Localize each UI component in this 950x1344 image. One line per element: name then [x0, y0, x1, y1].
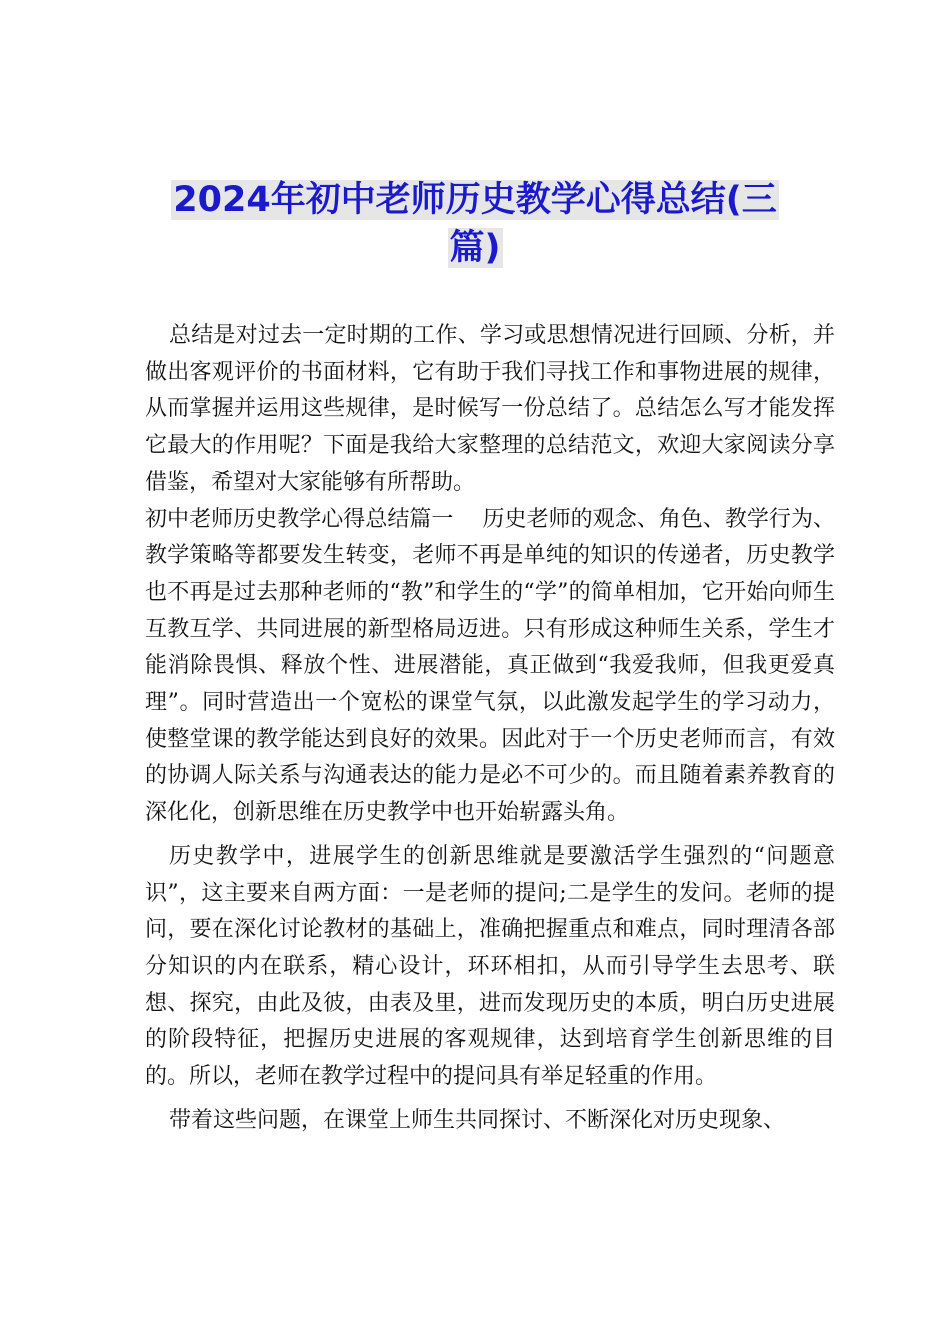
title-line-2: 篇) [449, 228, 501, 268]
document-title [130, 176, 820, 272]
document-body [145, 318, 835, 1139]
body-paragraph: 带着这些问题，在课堂上师生共同探讨、不断深化对历史现象、 [169, 1107, 786, 1133]
section-one-paragraph: 初中老师历史教学心得总结篇一 历史老师的观念、角色、教学行为、教学策略等都要发生转变，老师不再是单纯的知识的传递者，历史教学也不再是过去那种老师的“教”和学生的“学”的简单相加，它开始向师生互教互学、共同进展的新型格局迈进。只有形成这种师生关系，学生才能消除畏惧、释放个性、进展潜能，真正做到“我爱我师，但我更爱真理”。同时营造出一个宽松的课堂气氛，以此激发起学生的学习动力，使整堂课的教学能达到良好的效果。因此对于一个历史老师而言，有效的协调人际关系与沟通表达的能力是必不可少的。而且随着素养教育的深化化，创新思维在历史教学中也开始崭露头角。 [145, 506, 835, 826]
intro-paragraph: 总结是对过去一定时期的工作、学习或思想情况进行回顾、分析，并做出客观评价的书面材料，它有助于我们寻找工作和事物进展的规律，从而掌握并运用这些规律，是时候写一份总结了。总结怎么写才能发挥它最大的作用呢？下面是我给大家整理的总结范文，欢迎大家阅读分享借鉴，希望对大家能够有所帮助。 [145, 323, 835, 495]
title-line-1: 2024年初中老师历史教学心得总结(三 [173, 180, 777, 220]
body-paragraph: 历史教学中，进展学生的创新思维就是要激活学生强烈的“问题意识”，这主要来自两方面：一是老师的提问;二是学生的发问。老师的提问，要在深化讨论教材的基础上，准确把握重点和难点，同时理清各部分知识的内在联系，精心设计，环环相扣，从而引导学生去思考、联想、探究，由此及彼，由表及里，进而发现历史的本质，明白历史进展的阶段特征，把握历史进展的客观规律，达到培育学生创新思维的目的。所以，老师在教学过程中的提问具有举足轻重的作用。 [145, 843, 835, 1090]
